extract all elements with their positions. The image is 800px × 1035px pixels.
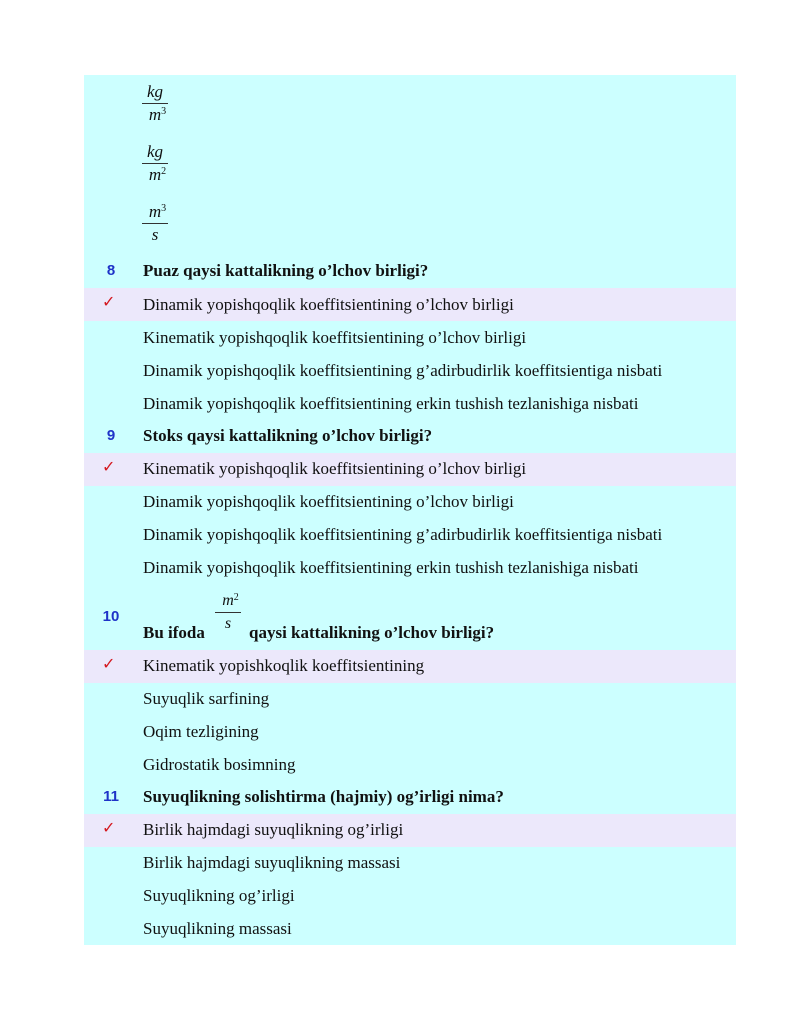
answer-option[interactable]: Birlik hajmdagi suyuqlikning og’irligi [143,820,404,839]
question-text: Suyuqlikning solishtirma (hajmiy) og’irligi nima? [143,787,504,806]
answer-option[interactable]: Suyuqlikning massasi [143,919,292,938]
answer-fraction-kg-m3[interactable] [140,82,170,125]
answer-option[interactable]: Dinamik yopishqoqlik koeffitsientining g’adirbudirlik koeffitsientiga nisbati [143,361,663,380]
fraction-denominator: s [224,615,232,632]
answer-option[interactable]: Oqim tezligining [143,722,259,741]
fraction-bar [215,612,241,613]
fraction-numerator: kg [146,142,164,161]
question-text-before: Bu ifoda [143,623,205,642]
answer-option[interactable]: Dinamik yopishqoqlik koeffitsientining erkin tushish tezlanishiga nisbati [143,558,639,577]
question-text: Stoks qaysi kattalikning o’lchov birligi? [143,426,433,445]
answer-option[interactable]: Suyuqlikning og’irligi [143,886,295,905]
fraction-denominator: m 2 [148,165,167,184]
answer-fraction-m3-s[interactable] [140,202,170,245]
fraction-numerator: m 2 [222,592,239,609]
question-number: 9 [106,427,116,444]
answer-option[interactable]: Dinamik yopishqoqlik koeffitsientining g’adirbudirlik koeffitsientiga nisbati [143,525,663,544]
fraction-denominator: s [151,225,159,244]
check-icon: ✓ [102,292,116,311]
fraction-denominator: m 3 [148,105,167,124]
answer-fraction-kg-m2[interactable] [140,142,170,185]
answer-option[interactable]: Dinamik yopishqoqlik koeffitsientining o’lchov birligi [143,295,514,314]
answer-option[interactable]: Dinamik yopishqoqlik koeffitsientining o’lchov birligi [143,492,514,511]
question-text-after: qaysi kattalikning o’lchov birligi? [249,623,495,642]
check-icon: ✓ [102,818,116,837]
answer-option[interactable]: Gidrostatik bosimning [143,755,296,774]
fraction-numerator: kg [146,82,164,101]
question-number: 10 [102,608,120,625]
answer-option[interactable]: Kinematik yopishqoqlik koeffitsientining o’lchov birligi [143,328,527,347]
question-number: 8 [106,262,116,279]
answer-option[interactable]: Dinamik yopishqoqlik koeffitsientining erkin tushish tezlanishiga nisbati [143,394,639,413]
answer-option[interactable]: Kinematik yopishkoqlik koeffitsientining [143,656,425,675]
check-icon: ✓ [102,654,116,673]
fraction-bar [142,223,168,224]
fraction-numerator: m 3 [148,202,167,221]
question-text: Puaz qaysi kattalikning o’lchov birligi? [143,261,429,280]
check-icon: ✓ [102,457,116,476]
question-fraction-m2-s [213,591,243,634]
answer-option[interactable]: Kinematik yopishqoqlik koeffitsientining o’lchov birligi [143,459,527,478]
answer-option[interactable]: Birlik hajmdagi suyuqlikning massasi [143,853,401,872]
question-number: 11 [103,788,119,805]
answer-option[interactable]: Suyuqlik sarfining [143,689,270,708]
